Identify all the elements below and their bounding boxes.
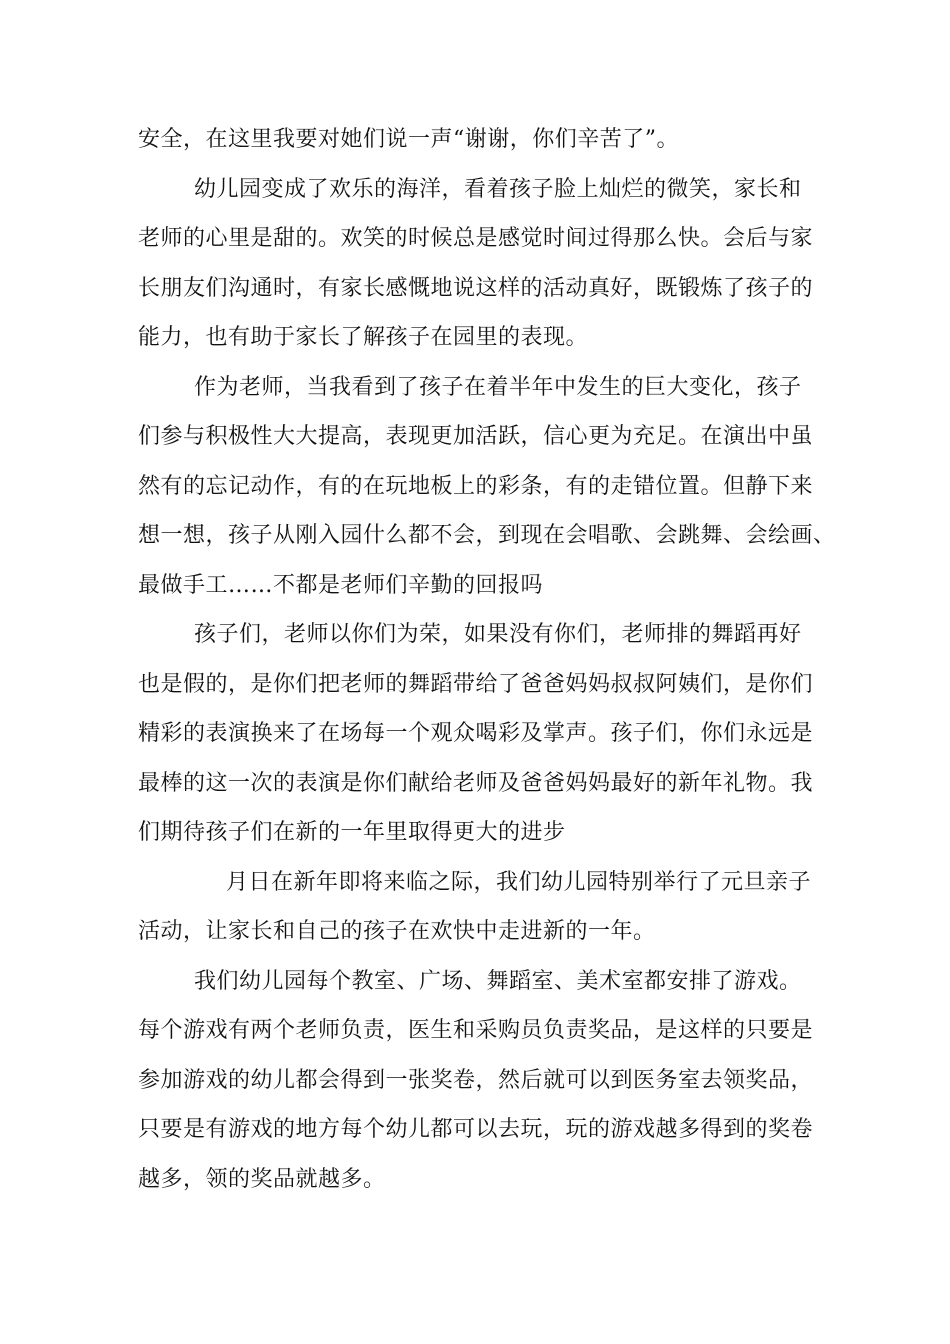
text-line: 能力，也有助于家长了解孩子在园里的表现。 <box>138 325 589 350</box>
text-line: 然有的忘记动作，有的在玩地板上的彩条，有的走错位置。但静下来 <box>138 474 814 499</box>
paragraph-first-line: 月日在新年即将来临之际，我们幼儿园特别举行了元旦亲子 <box>226 870 812 895</box>
paragraph-first-line: 孩子们，老师以你们为荣，如果没有你们，老师排的舞蹈再好 <box>194 622 802 647</box>
text-line: 老师的心里是甜的。欢笑的时候总是感觉时间过得那么快。会后与家 <box>138 226 814 251</box>
paragraph-first-line: 我们幼儿园每个教室、广场、舞蹈室、美术室都安排了游戏。 <box>194 969 802 994</box>
text-line: 安全，在这里我要对她们说一声“谢谢，你们辛苦了”。 <box>138 127 679 152</box>
text-line: 长朋友们沟通时，有家长感慨地说这样的活动真好，既锻炼了孩子的 <box>138 276 814 301</box>
text-line: 们期待孩子们在新的一年里取得更大的进步 <box>138 820 566 845</box>
text-line: 最做手工……不都是老师们辛勤的回报吗 <box>138 573 544 598</box>
paragraph-first-line: 幼儿园变成了欢乐的海洋，看着孩子脸上灿烂的微笑，家长和 <box>194 177 802 202</box>
text-line: 参加游戏的幼儿都会得到一张奖卷，然后就可以到医务室去领奖品， <box>138 1068 814 1093</box>
text-line: 精彩的表演换来了在场每一个观众喝彩及掌声。孩子们，你们永远是 <box>138 721 814 746</box>
paragraph-first-line: 作为老师，当我看到了孩子在着半年中发生的巨大变化，孩子 <box>194 375 802 400</box>
text-line: 活动，让家长和自己的孩子在欢快中走进新的一年。 <box>138 919 656 944</box>
text-line: 越多，领的奖品就越多。 <box>138 1167 386 1192</box>
text-line: 只要是有游戏的地方每个幼儿都可以去玩，玩的游戏越多得到的奖卷 <box>138 1117 814 1142</box>
text-line: 最棒的这一次的表演是你们献给老师及爸爸妈妈最好的新年礼物。我 <box>138 771 814 796</box>
text-line: 每个游戏有两个老师负责，医生和采购员负责奖品，是这样的只要是 <box>138 1018 814 1043</box>
text-line: 们参与积极性大大提高，表现更加活跃，信心更为充足。在演出中虽 <box>138 424 814 449</box>
text-line: 也是假的，是你们把老师的舞蹈带给了爸爸妈妈叔叔阿姨们，是你们 <box>138 672 814 697</box>
text-line: 想一想，孩子从刚入园什么都不会，到现在会唱歌、会跳舞、会绘画、 <box>138 523 836 548</box>
